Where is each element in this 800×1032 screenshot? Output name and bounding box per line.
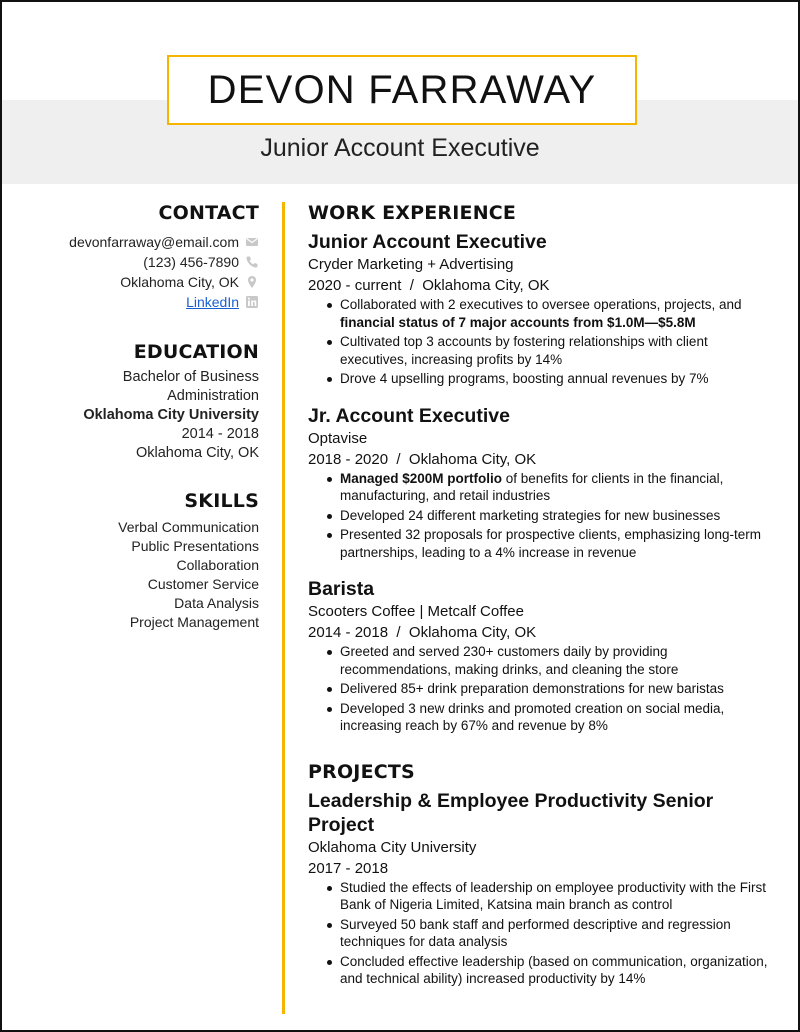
bullet-item [340, 333, 778, 368]
job-company: Scooters Coffee | Metcalf Coffee [308, 603, 524, 620]
project-entry [308, 789, 778, 988]
projects-heading: PROJECTS [308, 760, 415, 783]
bullet-item [340, 680, 778, 698]
skill-item: Customer Service [147, 576, 259, 592]
job-bullets [308, 470, 778, 562]
bullet-text: Presented 32 proposals for prospective clients, emphasizing long-term partnerships, leading to a 4% increase in revenue [340, 527, 761, 560]
job-location: Oklahoma City, OK [408, 624, 537, 641]
bullet-bold: financial status of 7 major accounts from $1.0M—$5.8M [340, 314, 696, 330]
bullet-text: of benefits for clients in the financial, manufacturing, and retail industries [340, 470, 724, 503]
job-dates: 2014 - 2018 [308, 624, 389, 641]
linkedin-icon [245, 295, 259, 309]
contact-phone [26, 252, 259, 272]
job-date-location [308, 275, 778, 296]
bullet-text: Greeted and served 230+ customers daily by providing recommendations, making drinks, and cleaning the store [340, 644, 679, 677]
job-location: Oklahoma City, OK [422, 277, 550, 294]
skill-item: Verbal Communication [118, 519, 259, 535]
left-column [26, 202, 259, 632]
education-dates: 2014 - 2018 [181, 426, 259, 442]
job-entry [308, 230, 778, 388]
school-name: Oklahoma City University [83, 407, 259, 423]
email-text: devonfarraway@email.com [69, 234, 239, 250]
contact-email [26, 232, 259, 252]
bullet-text: Collaborated with 2 executives to oversee operations, projects, and [340, 297, 742, 312]
bullet-item [340, 700, 778, 735]
skills-heading: SKILLS [184, 490, 259, 512]
date-separator: / [388, 624, 409, 641]
job-title: Junior Account Executive [308, 231, 547, 253]
candidate-title: Junior Account Executive [260, 134, 540, 162]
phone-icon [245, 255, 259, 269]
bullet-text: Cultivated top 3 accounts by fostering relationships with client executives, increasing profits by 14% [340, 334, 708, 367]
bullet-item [340, 296, 778, 331]
envelope-icon [245, 235, 259, 249]
column-divider [282, 202, 285, 1014]
bullet-text: Drove 4 upselling programs, boosting annual revenues by 7% [340, 371, 709, 386]
date-separator: / [401, 277, 423, 294]
name-box [167, 55, 637, 125]
bullet-item [340, 526, 778, 561]
job-dates: 2020 - current [308, 277, 402, 294]
date-separator: / [388, 450, 409, 468]
location-text: Oklahoma City, OK [120, 274, 239, 290]
job-title: Barista [308, 578, 375, 600]
skill-item: Collaboration [176, 557, 259, 573]
job-location: Oklahoma City, OK [408, 450, 537, 468]
skill-item: Public Presentations [131, 538, 259, 554]
project-title: Leadership & Employee Productivity Senior Project [308, 789, 714, 836]
job-entry [308, 577, 778, 735]
job-bullets [308, 643, 778, 735]
contact-linkedin [26, 292, 259, 312]
job-date-location [308, 449, 778, 470]
bullet-text: Developed 24 different marketing strategies for new businesses [340, 507, 721, 523]
bullet-item: Concluded effective leadership (based on communication, organization, and technical ability) increased productivity by 14% [340, 953, 778, 988]
project-bullets [308, 879, 778, 988]
bullet-item: Studied the effects of leadership on employee productivity with the First Bank of Nigeria Limited, Katsina main branch as control [340, 879, 778, 914]
bullet-item [340, 370, 778, 388]
candidate-name: DEVON FARRAWAY [207, 67, 597, 112]
map-pin-icon [245, 275, 259, 289]
job-company: Cryder Marketing + Advertising [308, 256, 514, 273]
bullet-bold: Managed $200M portfolio [340, 470, 503, 486]
job-date-location [308, 622, 778, 643]
bullet-item [340, 470, 778, 505]
degree-line-1: Bachelor of Business [122, 369, 259, 385]
job-entry [308, 404, 778, 562]
bullet-text: Developed 3 new drinks and promoted creation on social media, increasing reach by 67% and revenue by 8% [340, 700, 725, 733]
contact-heading: CONTACT [158, 202, 259, 224]
skill-item: Project Management [129, 614, 259, 630]
linkedin-link[interactable]: LinkedIn [186, 294, 239, 310]
bullet-item [340, 643, 778, 678]
projects-list [308, 789, 778, 988]
job-company: Optavise [308, 429, 368, 447]
degree-line-2: Administration [167, 388, 259, 404]
right-column [308, 202, 778, 990]
education-heading: EDUCATION [133, 341, 259, 363]
work-experience-heading: WORK EXPERIENCE [308, 202, 517, 224]
skills-list [26, 518, 259, 632]
contact-location [26, 272, 259, 292]
project-dates: 2017 - 2018 [308, 859, 389, 877]
project-org: Oklahoma City University [308, 838, 477, 856]
phone-text: (123) 456-7890 [143, 254, 239, 270]
job-dates: 2018 - 2020 [308, 450, 389, 468]
job-title: Jr. Account Executive [308, 404, 510, 427]
bullet-item [340, 507, 778, 525]
bullet-item: Surveyed 50 bank staff and performed descriptive and regression techniques for data analysis [340, 916, 778, 951]
skill-item: Data Analysis [174, 595, 259, 611]
job-bullets [308, 296, 778, 388]
bullet-text: Delivered 85+ drink preparation demonstrations for new baristas [340, 681, 724, 696]
jobs-list [308, 230, 778, 735]
education-location: Oklahoma City, OK [135, 445, 259, 461]
